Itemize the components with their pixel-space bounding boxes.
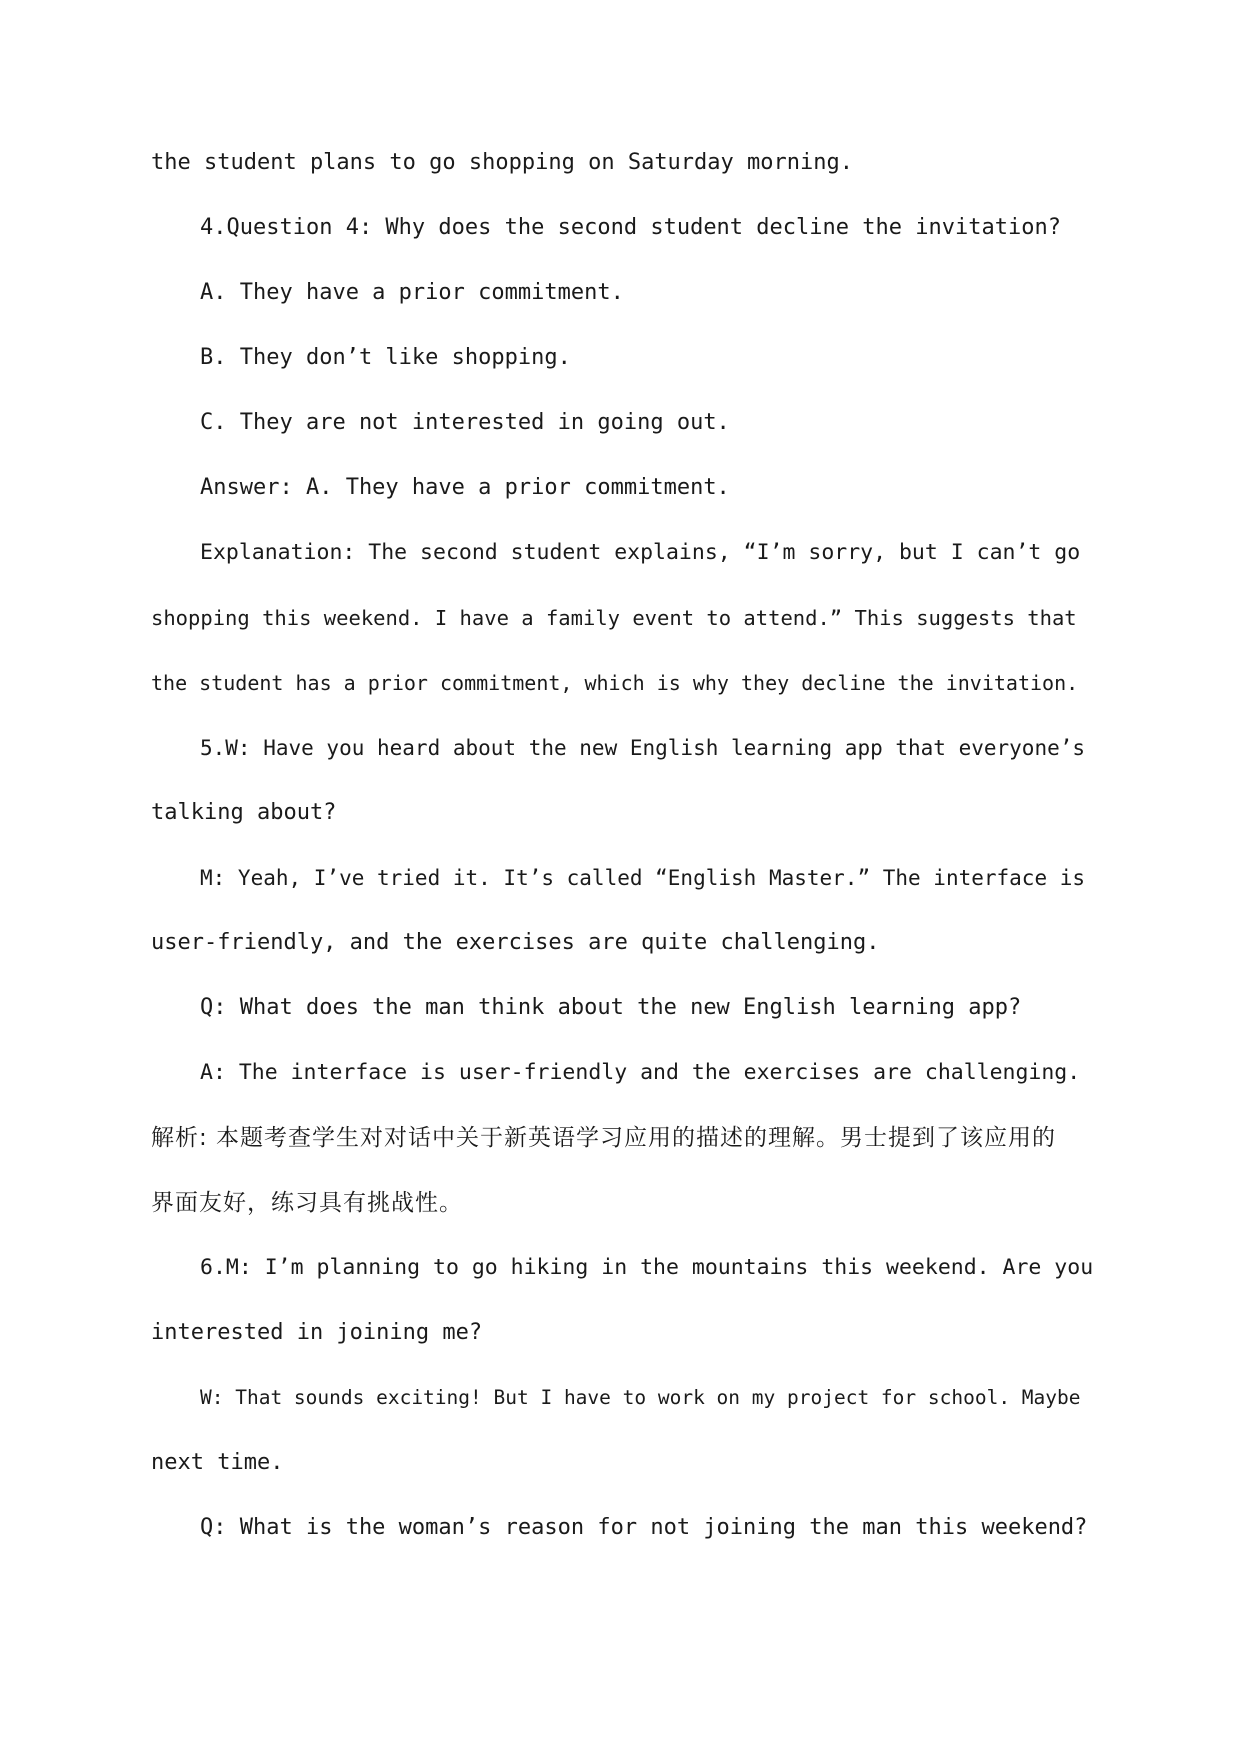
text-line: user-friendly, and the exercises are quite challenging. — [151, 930, 880, 955]
explanation-line: Explanation: The second student explains, “I’m sorry, but I can’t go — [200, 540, 1081, 565]
question-line: Q: What does the man think about the new English learning app? — [200, 995, 1022, 1020]
dialogue-line: M: Yeah, I’ve tried it. It’s called “English Master.” The interface is — [200, 866, 1086, 890]
document-body — [151, 147, 1096, 1577]
question-4-heading: 4.Question 4: Why does the second student decline the invitation? — [200, 215, 1061, 240]
analysis-line: 解析: 本题考查学生对对话中关于新英语学习应用的描述的理解。男士提到了该应用的 — [151, 1125, 1057, 1151]
text-line: the student plans to go shopping on Saturday morning. — [151, 150, 853, 175]
option-b: B. They don’t like shopping. — [200, 345, 571, 370]
text-line: shopping this weekend. I have a family event to attend.” This suggests that — [151, 606, 1077, 630]
question-5-dialogue: 5.W: Have you heard about the new English learning app that everyone’s — [200, 736, 1086, 760]
text-line: the student has a prior commitment, which is why they decline the invitation. — [151, 671, 1079, 695]
answer-line: A: The interface is user-friendly and the exercises are challenging. — [200, 1060, 1081, 1085]
text-line: talking about? — [151, 800, 337, 825]
dialogue-line: W: That sounds exciting! But I have to work on my project for school. Maybe — [200, 1386, 1081, 1409]
text-line: next time. — [151, 1450, 284, 1475]
option-a: A. They have a prior commitment. — [200, 280, 624, 305]
answer-line: Answer: A. They have a prior commitment. — [200, 475, 730, 500]
option-c: C. They are not interested in going out. — [200, 410, 730, 435]
question-6-dialogue: 6.M: I’m planning to go hiking in the mountains this weekend. Are you — [200, 1255, 1094, 1280]
analysis-line: 界面友好，练习具有挑战性。 — [151, 1190, 463, 1216]
text-line: interested in joining me? — [151, 1320, 483, 1345]
question-line: Q: What is the woman’s reason for not joining the man this weekend? — [200, 1515, 1088, 1540]
